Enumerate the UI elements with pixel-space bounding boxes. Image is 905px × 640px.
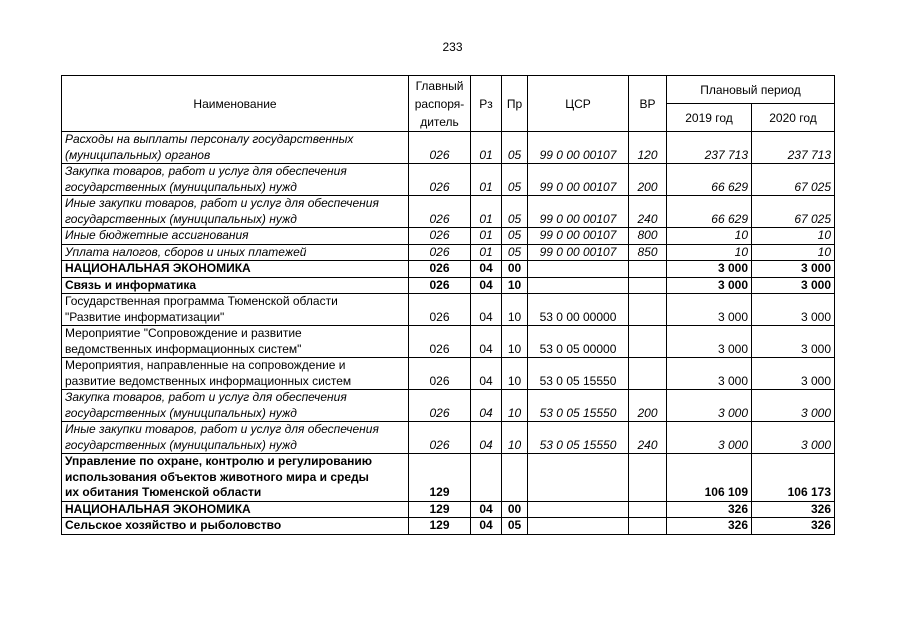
cell-csr: 53 0 05 00000: [528, 326, 629, 358]
cell-name: [62, 294, 409, 326]
cell-pr: 10: [502, 294, 528, 326]
cell-name-line: Иные закупки товаров, работ и услуг для обеспечения: [65, 422, 379, 436]
cell-vr: [629, 277, 667, 294]
cell-rz: 04: [471, 294, 502, 326]
table-row: [62, 501, 835, 518]
cell-chief-manager: 026: [409, 390, 471, 422]
table-row: [62, 228, 835, 245]
cell-rz: 04: [471, 261, 502, 278]
cell-rz: 04: [471, 422, 502, 454]
cell-value-2020: 3 000: [752, 326, 835, 358]
cell-csr: 99 0 00 00107: [528, 132, 629, 164]
cell-chief-manager: 026: [409, 244, 471, 261]
header-gr-line: Главный: [415, 78, 464, 93]
header-name: Наименование: [62, 76, 409, 132]
cell-pr: 05: [502, 518, 528, 535]
cell-rz: 01: [471, 228, 502, 245]
cell-chief-manager: 026: [409, 326, 471, 358]
page-number: 233: [442, 40, 463, 54]
cell-name: [62, 518, 409, 535]
header-chief-manager: [409, 76, 471, 132]
cell-name-line: НАЦИОНАЛЬНАЯ ЭКОНОМИКА: [65, 261, 251, 275]
cell-vr: [629, 518, 667, 535]
table-row: [62, 358, 835, 390]
cell-pr: 10: [502, 277, 528, 294]
cell-value-2019: 3 000: [667, 261, 752, 278]
header-gr-line: дитель: [420, 114, 459, 129]
cell-csr: [528, 261, 629, 278]
cell-rz: 01: [471, 244, 502, 261]
cell-name-line: Уплата налогов, сборов и иных платежей: [65, 244, 307, 259]
cell-value-2020: 3 000: [752, 277, 835, 294]
cell-name-line: ведомственных информационных систем": [65, 341, 302, 356]
cell-value-2020: 3 000: [752, 358, 835, 390]
cell-rz: 04: [471, 358, 502, 390]
header-pr: Пр: [502, 76, 528, 132]
cell-name-line: государственных (муниципальных) нужд: [65, 437, 297, 452]
cell-value-2020: 3 000: [752, 294, 835, 326]
cell-rz: 04: [471, 518, 502, 535]
cell-value-2019: 237 713: [667, 132, 752, 164]
cell-value-2019: 326: [667, 501, 752, 518]
cell-value-2020: 3 000: [752, 261, 835, 278]
cell-name-line: развитие ведомственных информационных систем: [65, 373, 352, 388]
cell-chief-manager: 026: [409, 164, 471, 196]
table-row: [62, 196, 835, 228]
cell-csr: 53 0 05 15550: [528, 390, 629, 422]
cell-csr: [528, 277, 629, 294]
cell-value-2019: 3 000: [667, 422, 752, 454]
cell-csr: 53 0 05 15550: [528, 422, 629, 454]
table-body: [62, 132, 835, 535]
cell-value-2019: 10: [667, 228, 752, 245]
cell-name: [62, 132, 409, 164]
cell-chief-manager: 026: [409, 422, 471, 454]
cell-pr: 10: [502, 358, 528, 390]
cell-pr: [502, 454, 528, 502]
cell-name-line: Мероприятия, направленные на сопровождение и: [65, 358, 346, 372]
header-year-2019: 2019 год: [667, 104, 752, 132]
cell-value-2019: 326: [667, 518, 752, 535]
cell-rz: 01: [471, 196, 502, 228]
cell-value-2020: 326: [752, 518, 835, 535]
cell-vr: [629, 501, 667, 518]
table-row: [62, 244, 835, 261]
cell-name-line: Государственная программа Тюменской области: [65, 294, 338, 308]
cell-name-line: Мероприятие "Сопровождение и развитие: [65, 326, 302, 340]
cell-name-line: использования объектов животного мира и среды: [65, 469, 369, 484]
cell-pr: 10: [502, 422, 528, 454]
cell-csr: [528, 518, 629, 535]
cell-value-2020: 3 000: [752, 422, 835, 454]
cell-pr: 10: [502, 390, 528, 422]
cell-csr: [528, 454, 629, 502]
cell-pr: 05: [502, 196, 528, 228]
header-csr: ЦСР: [528, 76, 629, 132]
header-year-2020: 2020 год: [752, 104, 835, 132]
cell-value-2020: 237 713: [752, 132, 835, 164]
cell-csr: [528, 501, 629, 518]
cell-csr: 99 0 00 00107: [528, 228, 629, 245]
cell-name-line: Связь и информатика: [65, 277, 197, 292]
cell-chief-manager: 026: [409, 196, 471, 228]
cell-name: [62, 326, 409, 358]
cell-name-line: государственных (муниципальных) нужд: [65, 211, 297, 226]
cell-name: [62, 454, 409, 502]
cell-vr: 200: [629, 390, 667, 422]
cell-vr: 200: [629, 164, 667, 196]
cell-rz: 04: [471, 501, 502, 518]
cell-name-line: Расходы на выплаты персоналу государственных: [65, 132, 354, 146]
cell-value-2019: 66 629: [667, 196, 752, 228]
cell-value-2020: 326: [752, 501, 835, 518]
cell-pr: 00: [502, 261, 528, 278]
cell-value-2019: 66 629: [667, 164, 752, 196]
cell-name: [62, 422, 409, 454]
cell-name-line: Закупка товаров, работ и услуг для обеспечения: [65, 390, 347, 404]
cell-chief-manager: 026: [409, 358, 471, 390]
cell-value-2020: 10: [752, 244, 835, 261]
cell-name: [62, 501, 409, 518]
header-vr: ВР: [629, 76, 667, 132]
cell-name: [62, 261, 409, 278]
cell-vr: [629, 326, 667, 358]
cell-name-line: Управление по охране, контролю и регулированию: [65, 454, 372, 468]
cell-rz: 01: [471, 132, 502, 164]
cell-value-2019: 3 000: [667, 358, 752, 390]
cell-rz: 04: [471, 326, 502, 358]
cell-csr: 99 0 00 00107: [528, 164, 629, 196]
cell-vr: [629, 358, 667, 390]
cell-vr: [629, 261, 667, 278]
cell-name-line: Закупка товаров, работ и услуг для обеспечения: [65, 164, 347, 178]
cell-csr: 53 0 05 15550: [528, 358, 629, 390]
cell-value-2020: 10: [752, 228, 835, 245]
cell-vr: 800: [629, 228, 667, 245]
cell-value-2019: 3 000: [667, 294, 752, 326]
cell-value-2019: 3 000: [667, 390, 752, 422]
cell-rz: 04: [471, 277, 502, 294]
cell-chief-manager: 129: [409, 501, 471, 518]
table-row: [62, 294, 835, 326]
cell-name: [62, 244, 409, 261]
cell-value-2020: 3 000: [752, 390, 835, 422]
cell-name-line: Иные бюджетные ассигнования: [65, 228, 249, 242]
cell-csr: 53 0 00 00000: [528, 294, 629, 326]
cell-chief-manager: 026: [409, 277, 471, 294]
cell-vr: 120: [629, 132, 667, 164]
cell-name: [62, 277, 409, 294]
cell-name-line: Иные закупки товаров, работ и услуг для обеспечения: [65, 196, 379, 210]
cell-pr: 05: [502, 244, 528, 261]
cell-pr: 05: [502, 132, 528, 164]
cell-pr: 10: [502, 326, 528, 358]
cell-value-2019: 10: [667, 244, 752, 261]
cell-name: [62, 164, 409, 196]
cell-name-line: (муниципальных) органов: [65, 147, 211, 162]
table-row: [62, 326, 835, 358]
table-row: [62, 164, 835, 196]
cell-rz: [471, 454, 502, 502]
cell-name-line: НАЦИОНАЛЬНАЯ ЭКОНОМИКА: [65, 501, 251, 516]
cell-value-2019: 3 000: [667, 277, 752, 294]
cell-name-line: государственных (муниципальных) нужд: [65, 405, 297, 420]
table-row: [62, 454, 835, 502]
cell-name-line: Сельское хозяйство и рыболовство: [65, 518, 282, 532]
cell-vr: [629, 454, 667, 502]
table-row: [62, 261, 835, 278]
cell-value-2019: 3 000: [667, 326, 752, 358]
cell-chief-manager: 026: [409, 228, 471, 245]
table-row: [62, 518, 835, 535]
cell-value-2019: 106 109: [667, 454, 752, 502]
cell-name-line: их обитания Тюменской области: [65, 485, 262, 499]
cell-rz: 01: [471, 164, 502, 196]
cell-name-line: государственных (муниципальных) нужд: [65, 179, 297, 194]
table-header: [62, 76, 835, 132]
cell-chief-manager: 129: [409, 454, 471, 502]
cell-name: [62, 228, 409, 245]
cell-pr: 00: [502, 501, 528, 518]
cell-value-2020: 67 025: [752, 164, 835, 196]
cell-vr: 850: [629, 244, 667, 261]
budget-table: [61, 75, 835, 535]
cell-name-line: "Развитие информатизации": [65, 309, 225, 324]
table-row: [62, 277, 835, 294]
cell-value-2020: 67 025: [752, 196, 835, 228]
cell-chief-manager: 026: [409, 261, 471, 278]
table-row: [62, 132, 835, 164]
cell-pr: 05: [502, 228, 528, 245]
cell-vr: 240: [629, 196, 667, 228]
header-planned-period: Плановый период: [667, 76, 835, 104]
header-rz: Рз: [471, 76, 502, 132]
cell-chief-manager: 026: [409, 294, 471, 326]
cell-vr: [629, 294, 667, 326]
table-row: [62, 422, 835, 454]
table-row: [62, 390, 835, 422]
cell-value-2020: 106 173: [752, 454, 835, 502]
cell-chief-manager: 129: [409, 518, 471, 535]
cell-rz: 04: [471, 390, 502, 422]
cell-chief-manager: 026: [409, 132, 471, 164]
cell-pr: 05: [502, 164, 528, 196]
cell-name: [62, 358, 409, 390]
header-gr-line: распоря-: [414, 96, 465, 111]
cell-csr: 99 0 00 00107: [528, 196, 629, 228]
cell-name: [62, 196, 409, 228]
cell-vr: 240: [629, 422, 667, 454]
cell-csr: 99 0 00 00107: [528, 244, 629, 261]
cell-name: [62, 390, 409, 422]
